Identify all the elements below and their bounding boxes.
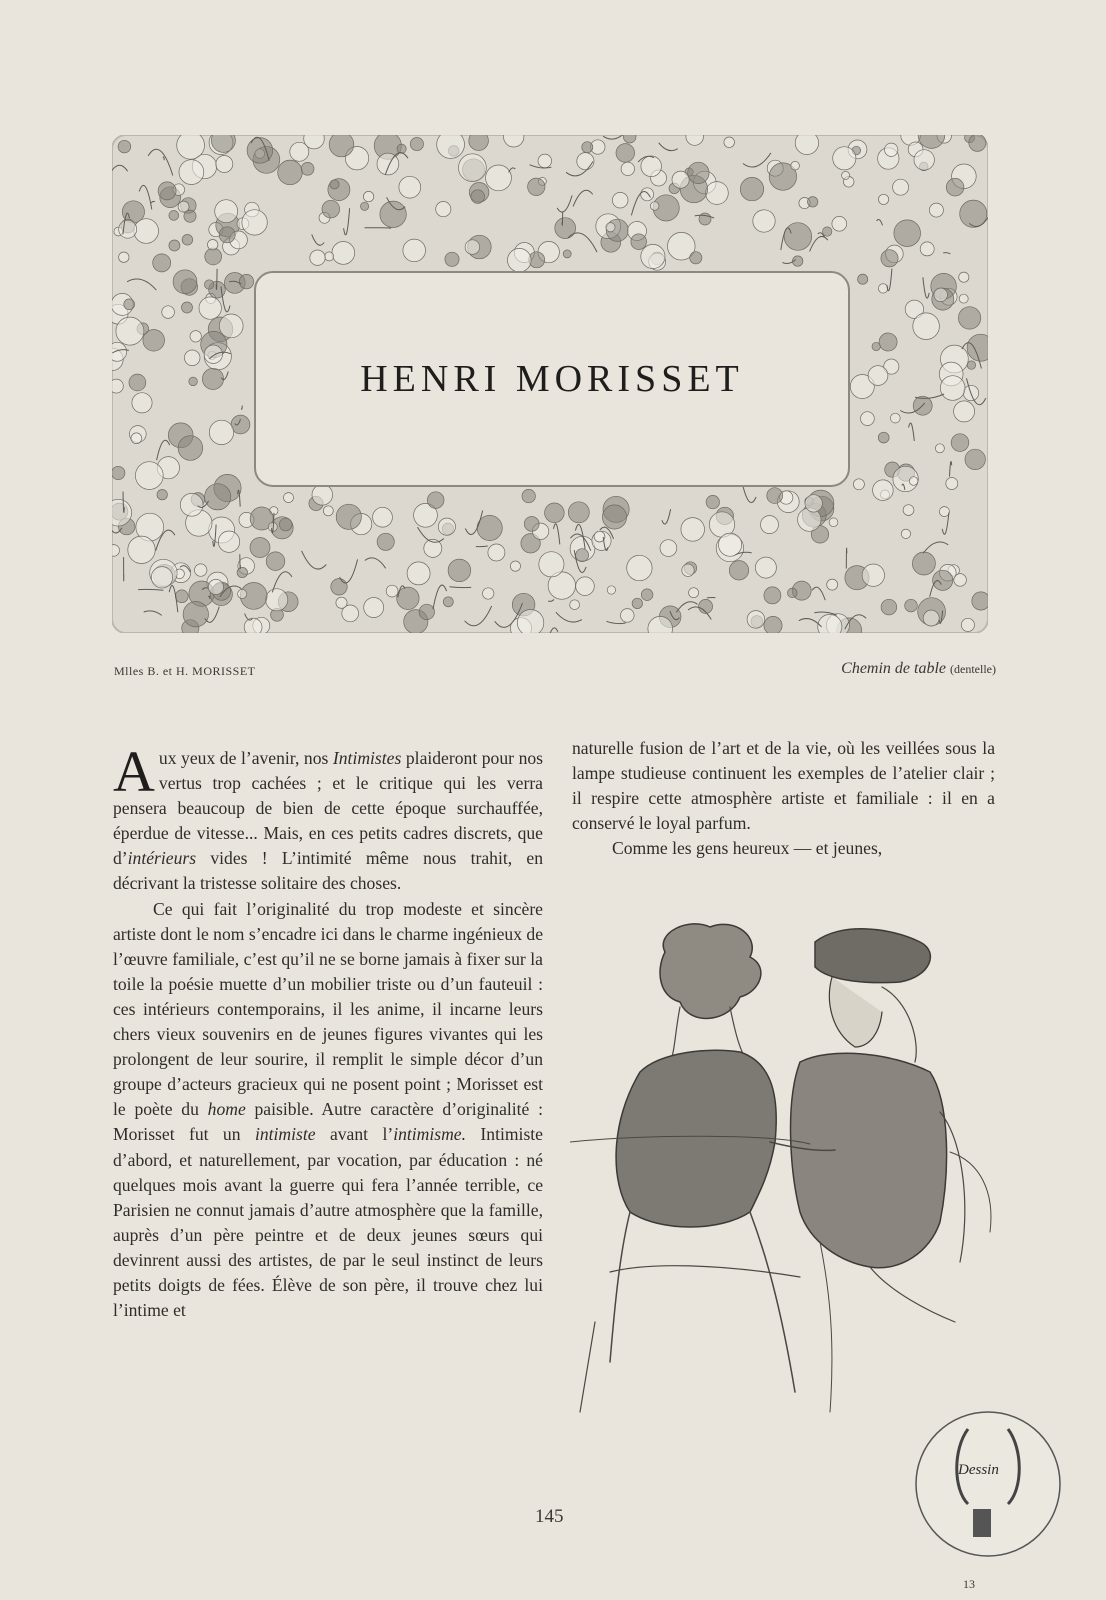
italic-text: home [207, 1099, 246, 1120]
text-run: ux yeux de l’avenir, nos [158, 748, 333, 768]
caption-work [841, 660, 996, 678]
text-run: plaideront pour nos vertus trop cachées ; et le critique qui les verra pensera beaucoup de bien de cette époque surchauffée, éperdue de vitesse... Mais, en ces petits cadres discrets, que d’ [113, 748, 544, 869]
article-right-column [572, 736, 995, 861]
left_column-paragraph [113, 897, 543, 1324]
caption-work-title: Chemin de table [841, 660, 947, 677]
title-box [255, 272, 849, 486]
italic-text: intimisme. [393, 1124, 467, 1145]
italic-text: intérieurs [127, 848, 197, 869]
left-paragraphs [113, 739, 544, 1323]
drop-cap: A [113, 739, 155, 804]
left_column-paragraph [113, 739, 544, 897]
text-run: vides ! L’intimité même nous trahit, en décrivant la tristesse solitaire des choses. [113, 848, 543, 894]
small-number: 13 [963, 1577, 975, 1591]
two-women-drawing [570, 912, 1025, 1432]
caption-work-medium: (dentelle) [950, 662, 996, 676]
italic-text: Intimistes [332, 748, 402, 768]
text-run: Ce qui fait l’originalité du trop modeste et sincère artiste dont le nom s’encadre ici dans le charme ingénieux de l’œuvre familiale, c’est qu’il ne se borne jamais à fixer sur la toile la poésie muette d’un mobilier triste ou d’un fauteuil : ces intérieurs contemporains, il les anime, il incarne leurs chers vieux souvenirs en de jeunes figures vivantes qui les prolongent de leur sourire, il remplit le simple décor d’un groupe d’acteurs gracieux qui ne posent point ; Morisset est le poète du [113, 898, 543, 1120]
page-number: 145 [535, 1506, 564, 1527]
text-run: naturelle fusion de l’art et de la vie, où les veillées sous la lampe studieuse continuent les exemples de l’atelier clair ; il respire cette atmosphère artiste et familiale : il en a conservé le loyal parfum. [572, 738, 995, 834]
right_column-paragraph [572, 836, 995, 861]
italic-text: intimiste [254, 1124, 316, 1145]
collection-stamp [913, 1409, 1063, 1559]
caption-artists: Mlles B. et H. MORISSET [114, 664, 256, 678]
text-run: avant l’ [315, 1124, 394, 1145]
article-left-column [113, 739, 544, 1323]
article-title: HENRI MORISSET [360, 358, 744, 400]
right-paragraphs [572, 736, 995, 861]
text-run: Intimiste d’abord, et naturellement, par vocation, par éducation : né quelques mois avant la guerre qui fera l’année terrible, ce Parisien ne connut jamais d’autre atmosphère que la famille, auprès d’un père peintre et de deux jeunes sœurs qui devinrent aussi des artistes, de par le seul instinct de leurs petits doigts de fées. Élève de son père, il trouve chez lui l’intime et [113, 1124, 543, 1321]
right_column-paragraph [572, 736, 995, 836]
text-run: paisible. Autre caractère d’originalité : Morisset fut un [113, 1099, 544, 1145]
stamp-label: Dessin [958, 1462, 999, 1478]
text-run: Comme les gens heureux — et jeunes, [612, 838, 883, 859]
